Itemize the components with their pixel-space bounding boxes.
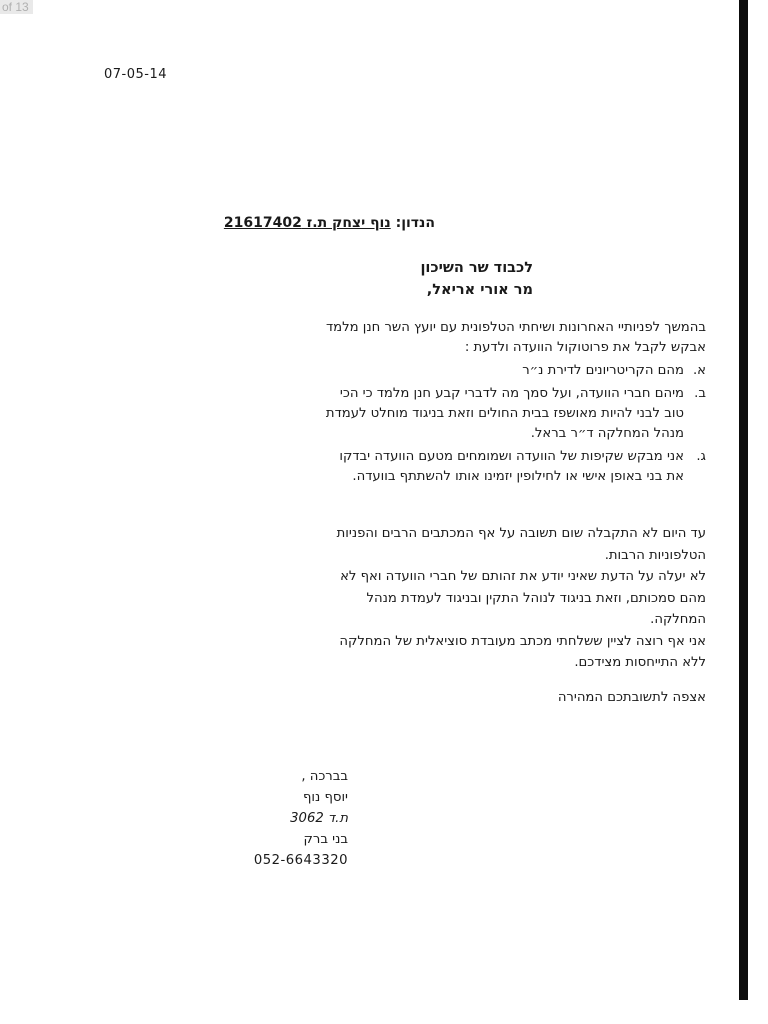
addressee-title: לכבוד שר השיכון bbox=[420, 260, 533, 276]
signature-city: בני ברק bbox=[303, 832, 348, 847]
list-item-line: מהם הקריטריונים לדירת נ״ר bbox=[522, 363, 684, 378]
list-item-line: את בני באופן אישי או לחילופין יזמינו אותו להשתתף בוועדה. bbox=[352, 469, 684, 484]
signature-po-box: ת.ד 3062 bbox=[290, 811, 348, 826]
subject-text: נוף יצחק ת.ז 21617402 bbox=[223, 215, 391, 231]
intro-paragraph bbox=[106, 318, 706, 358]
signature-name: יוסף נוף bbox=[302, 790, 348, 805]
list-marker: א. bbox=[692, 363, 706, 378]
list-marker: ג. bbox=[696, 449, 706, 464]
addressee-name: מר אורי אריאל, bbox=[426, 282, 533, 298]
letter-subject bbox=[200, 215, 435, 231]
list-marker: ב. bbox=[694, 386, 706, 401]
list-item bbox=[66, 384, 706, 444]
paragraph-line: עד היום לא התקבלה שום תשובה על אף המכתבים הרבים והפניות bbox=[336, 526, 706, 541]
signature-block bbox=[228, 766, 348, 871]
list-item-line: מנהל המחלקה ד״ר בראל. bbox=[530, 426, 684, 441]
paragraph-line: ללא התייחסות מצידכם. bbox=[574, 655, 706, 670]
intro-line: בהמשך לפניותיי האחרונות ושיחתי הטלפונית עם יועץ השר חנן מלמד bbox=[325, 320, 706, 335]
page-edge-bar bbox=[739, 0, 748, 1000]
signature-phone: 052-6643320 bbox=[253, 853, 348, 868]
list-item-line: אני מבקש שקיפות של הוועדה ושמומחים מטעם הוועדה יבדקו bbox=[339, 449, 684, 464]
paragraph-line: לא יעלה על הדעת שאיני יודע את זהותם של חברי הוועדה ואף לא bbox=[340, 569, 706, 584]
paragraph-line: המחלקה. bbox=[650, 612, 706, 627]
signature-greeting: בברכה , bbox=[301, 769, 348, 784]
request-list bbox=[66, 361, 706, 487]
paragraph-line: הטלפוניות הרבות. bbox=[604, 547, 706, 563]
addressee-block bbox=[420, 257, 533, 301]
paragraph-line: אני אף רוצה לציין ששלחתי מכתב מעובדת סוציאלית של המחלקה bbox=[339, 633, 706, 649]
list-item bbox=[66, 447, 706, 487]
list-item bbox=[66, 361, 706, 381]
list-item-line: טוב לבני להיות מאושפז בבית החולים וזאת בניגוד מוחלט לעמדת bbox=[325, 406, 684, 421]
paragraph-line: מהם סמכותם, וזאת בניגוד לנוהל התקין ובניגוד לעמדת מנהל bbox=[366, 590, 706, 606]
letter-date: 07-05-14 bbox=[104, 67, 168, 82]
main-paragraph bbox=[106, 523, 706, 674]
list-item-line: מיהם חברי הוועדה, ועל סמך מה לדברי קבע חנן מלמד כי הכי bbox=[339, 386, 684, 401]
intro-line: אבקש לקבל את פרוטוקול הוועדה ולדעת : bbox=[464, 340, 706, 355]
closing-line: אצפה לתשובתכם המהירה bbox=[557, 690, 706, 705]
subject-label: הנדון: bbox=[395, 215, 435, 231]
page-counter: of 13 bbox=[0, 0, 33, 14]
